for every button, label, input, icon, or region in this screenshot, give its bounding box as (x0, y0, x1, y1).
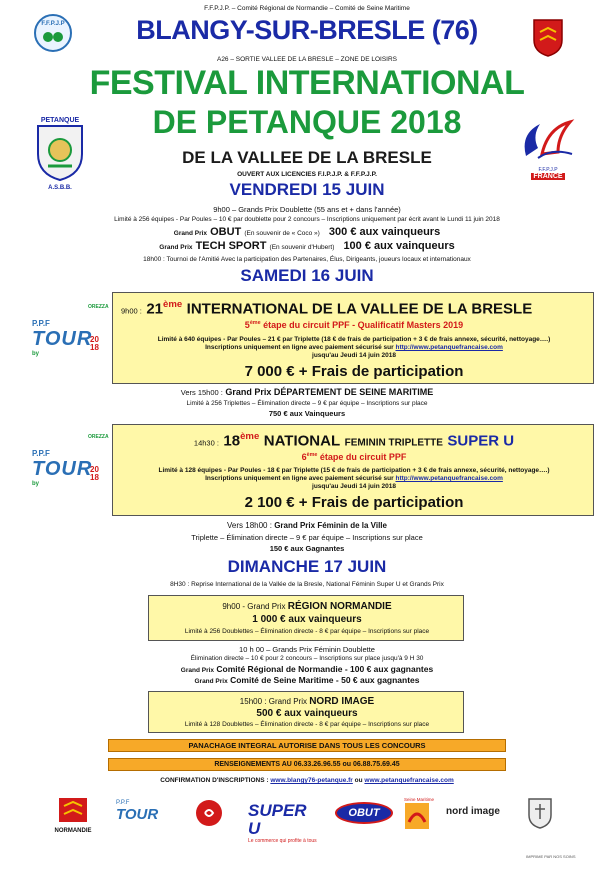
obut-prefix: Grand Prix (173, 230, 208, 237)
sponsor-obut (335, 802, 393, 824)
federation-logo-text: F.F.P.J.P (41, 21, 65, 27)
ppf-logo-by: by (32, 351, 40, 357)
confirmation-label: CONFIRMATION D'INSCRIPTIONS : (160, 777, 269, 784)
address-line: A26 – SORTIE VALLEE DE LA BRESLE – ZONE DE LOISIRS (216, 56, 398, 63)
federation-line: F.F.P.J.P. – Comité Régional de Normandie – Comité de Seine Maritime (204, 5, 410, 12)
national-link[interactable]: http://www.petanquefrancaise.com (395, 475, 503, 482)
international-deadline: jusqu'au Jeudi 14 juin 2018 (312, 352, 396, 359)
friday-obut-line (80, 226, 534, 238)
national-title-b: FEMININ TRIPLETTE (344, 437, 443, 449)
normandie-title-line (149, 601, 465, 612)
sunday-intro: 8H30 : Reprise International de la Vallée de la Bresle, National Féminin Super U et Grands Prix (170, 581, 444, 588)
confirmation-or: ou (354, 777, 363, 784)
ppf-logo-top-2: P.P.F (32, 449, 50, 458)
saturday-heading: SAMEDI 16 JUIN (240, 266, 374, 285)
national-prize: 2 100 € + Frais de participation (244, 494, 464, 511)
fem-double-line2: Élimination directe – 10 € pour 2 concours – Inscriptions sur place jusqu'à 9 H 30 (190, 655, 424, 662)
dept-line (100, 388, 514, 397)
national-stage-num: 6 (301, 452, 307, 462)
normandie-box (148, 595, 464, 641)
international-rules: Limité à 640 équipes - Par Poules – 21 € par Triplette (18 € de frais de participation + 3 € de frais annexe, sécurité, nettoyage….) (157, 336, 551, 343)
sponsor-normandie (46, 797, 100, 837)
dept-title: Grand Prix DÉPARTEMENT DE SEINE MARITIME (225, 387, 434, 397)
national-sup: ème (240, 431, 260, 442)
national-title-a: NATIONAL (263, 432, 341, 450)
town-title: BLANGY-SUR-BRESLE (76) (136, 15, 478, 45)
international-time: 9h00 : (121, 306, 142, 316)
obut-prize: 300 € aux vainqueurs (328, 226, 441, 238)
sponsor-crest (527, 797, 553, 829)
confirmation-site1[interactable]: www.blangy76-petanque.fr (270, 777, 353, 784)
international-box (112, 292, 594, 384)
festival-subtitle: DE PETANQUE 2018 (152, 104, 462, 140)
confirmation-site2[interactable]: www.petanquefrancaise.com (364, 777, 454, 784)
international-title-line (121, 299, 591, 318)
normandie-time: 9h00 - (222, 602, 246, 611)
international-online1: Inscriptions uniquement en ligne avec paiement sécurisé sur (205, 344, 394, 351)
sponsor-ppf-tour (116, 800, 182, 836)
friday-tech-line (80, 240, 534, 252)
nord-prize: 500 € aux vainqueurs (256, 708, 358, 719)
national-num: 18 (223, 432, 241, 450)
ppf-logo-tour: TOUR (32, 328, 93, 350)
panachage-banner: PANACHAGE INTEGRAL AUTORISE DANS TOUS LES CONCOURS (108, 739, 506, 752)
fem-ville-line (100, 521, 514, 530)
orezza-label-2: OREZZA (88, 434, 109, 440)
festival-title: FESTIVAL INTERNATIONAL (89, 64, 525, 102)
normandie-shield-logo (532, 18, 564, 58)
international-link[interactable]: http://www.petanquefrancaise.com (395, 344, 503, 351)
orezza-label: OREZZA (88, 304, 109, 310)
national-online (113, 475, 595, 483)
club-shield-bottom: A.S.B.B. (48, 185, 72, 191)
national-stage (113, 452, 595, 462)
nord-time: 15h00 : (239, 697, 267, 706)
fem-double-line3-text: Comité Régional de Normandie - 100 € aux gagnantes (216, 664, 434, 674)
national-stage-sup: ème (306, 452, 318, 458)
sponsor-nord-image (446, 806, 512, 817)
sponsor-red-circle (196, 800, 222, 826)
national-deadline: jusqu'au Jeudi 14 juin 2018 (312, 483, 396, 490)
federation-logo (34, 14, 72, 52)
normandie-sponsor-label: NORMANDIE (54, 828, 92, 834)
superu-name: SUPER U (248, 801, 307, 838)
swirl-icon (202, 806, 216, 820)
tech-prize: 100 € aux vainqueurs (343, 240, 455, 252)
international-title: INTERNATIONAL DE LA VALLEE DE LA BRESLE (186, 300, 533, 318)
international-stage (113, 320, 595, 330)
open-to-line: OUVERT AUX LICENCIES F.I.P.J.P. & F.F.P.J.P. (237, 171, 377, 178)
fem-double-line3 (100, 664, 514, 675)
nord-title-line (149, 696, 465, 707)
tech-name: TECH SPORT (195, 240, 267, 252)
sponsor-ppf-tour-text: TOUR (116, 806, 159, 823)
obut-name: OBUT (210, 226, 242, 238)
france-logo-label: FRANCE (531, 173, 565, 180)
seine-maritime-icon (404, 802, 430, 830)
sponsor-seine-maritime (404, 797, 434, 835)
friday-line5: 18h00 : Tournoi de l'Amitié Avec la participation des Partenaires, Élus, Dirigeants, joueurs locaux et internationaux (143, 256, 471, 263)
dept-prize: 750 € aux Vainqueurs (268, 409, 346, 418)
fem-ville-time: Vers 18h00 : (227, 521, 272, 530)
friday-line1: 9h00 – Grands Prix Doublette (55 ans et + dans l'année) (213, 205, 401, 214)
normandie-prefix: Grand Prix (247, 602, 286, 611)
national-time: 14h30 : (193, 438, 219, 448)
international-stage-sup: ème (249, 320, 261, 326)
nord-rules: Limité à 128 Doublettes – Élimination directe - 8 € par équipe – Inscriptions sur place (184, 721, 430, 728)
rooster-icon (518, 118, 578, 162)
national-feminin-box (112, 424, 594, 516)
international-online (113, 344, 595, 352)
printer-line: IMPRIME PAR NOS SOINS (526, 854, 576, 859)
international-stage-text: étape du circuit PPF - Qualificatif Masters 2019 (263, 320, 464, 330)
shield-icon (532, 18, 564, 58)
fem-double-line4-text: Comité de Seine Maritime - 50 € aux gagnantes (230, 675, 420, 685)
friday-line2: Limité à 256 équipes - Par Poules – 10 € par doublette pour 2 concours – Inscriptions uniquement par écrit avant le Lundi 11 juin 2018 (114, 216, 500, 223)
fem-double-line3-prefix: Grand Prix (180, 667, 215, 674)
fem-ville-rules: Triplette – Élimination directe – 9 € par équipe – Inscriptions sur place (191, 533, 423, 542)
seine-sponsor-label: Seine Maritime (404, 797, 435, 802)
normandie-prize: 1 000 € aux vainqueurs (252, 614, 362, 625)
national-title-line (113, 431, 595, 450)
national-online1: Inscriptions uniquement en ligne avec paiement sécurisé sur (205, 475, 394, 482)
international-num: 21 (146, 300, 163, 318)
national-title-c: SUPER U (447, 432, 515, 450)
festival-location: DE LA VALLEE DE LA BRESLE (182, 148, 432, 167)
sponsor-ppf-top: P.P.F (116, 800, 130, 806)
sunday-heading: DIMANCHE 17 JUIN (227, 557, 387, 576)
ppf-logo-by-2: by (32, 481, 40, 487)
ppf-year-b-2: 18 (90, 473, 99, 482)
international-stage-num: 5 (244, 320, 250, 330)
obut-sponsor-label: OBUT (348, 807, 380, 819)
fem-ville-title: Grand Prix Féminin de la Ville (274, 521, 387, 530)
sponsor-super-u (248, 801, 320, 844)
dept-time: Vers 15h00 : (180, 388, 223, 397)
normandie-title: RÉGION NORMANDIE (287, 601, 392, 612)
club-shield-logo (34, 117, 86, 191)
fem-double-line4-prefix: Grand Prix (194, 678, 228, 685)
normandie-rules: Limité à 256 Doublettes – Élimination directe - 8 € par équipe – Inscriptions sur place (184, 628, 430, 635)
international-prize: 7 000 € + Frais de participation (244, 363, 464, 380)
national-rules: Limité à 128 équipes - Par Poules - 18 € par Triplette (15 € de frais de participation + 3 € de frais annexe, sécurité, nettoyage….) (158, 467, 550, 474)
ppf-year-a-2: 20 (90, 465, 99, 474)
tech-prefix: Grand Prix (159, 244, 193, 251)
renseignements-banner: RENSEIGNEMENTS AU 06.33.26.96.55 ou 06.88.75.69.45 (108, 758, 506, 771)
dept-rules: Limité à 256 Triplettes – Élimination directe – 9 € par équipe – Inscriptions sur place (186, 400, 428, 407)
national-stage-text: étape du circuit PPF (319, 452, 407, 462)
club-shield-top: PETANQUE (40, 117, 80, 124)
superu-slogan: Le commerce qui profite à tous (248, 838, 317, 844)
ppf-logo-top: P.P.F (32, 319, 50, 328)
ppf-logo-tour-2: TOUR (32, 458, 93, 480)
nordimage-sponsor-label: nord image (446, 806, 500, 817)
friday-heading: VENDREDI 15 JUIN (229, 180, 385, 199)
ppf-year-b: 18 (90, 343, 99, 352)
ffpjp-france-logo (518, 118, 578, 182)
nord-title: NORD IMAGE (309, 696, 375, 707)
ppf-year-a: 20 (90, 335, 99, 344)
tech-note: (En souvenir d'Hubert) (269, 244, 335, 251)
normandie-flag-icon (58, 797, 88, 823)
town-crest-icon (527, 797, 553, 829)
nord-prefix: Grand Prix (268, 697, 307, 706)
club-shield-icon (34, 124, 86, 182)
france-logo-top: F.F.P.J.P (538, 167, 558, 173)
boules-icon (42, 27, 64, 45)
confirmation-line (90, 777, 524, 785)
fem-double-line4 (100, 675, 514, 686)
fem-ville-prize: 150 € aux Gagnantes (269, 544, 345, 553)
fem-double-line1: 10 h 00 – Grands Prix Féminin Doublette (239, 645, 375, 654)
nord-image-box (148, 691, 464, 733)
obut-note: (En souvenir de « Coco ») (244, 230, 320, 237)
international-sup: ème (163, 299, 183, 310)
